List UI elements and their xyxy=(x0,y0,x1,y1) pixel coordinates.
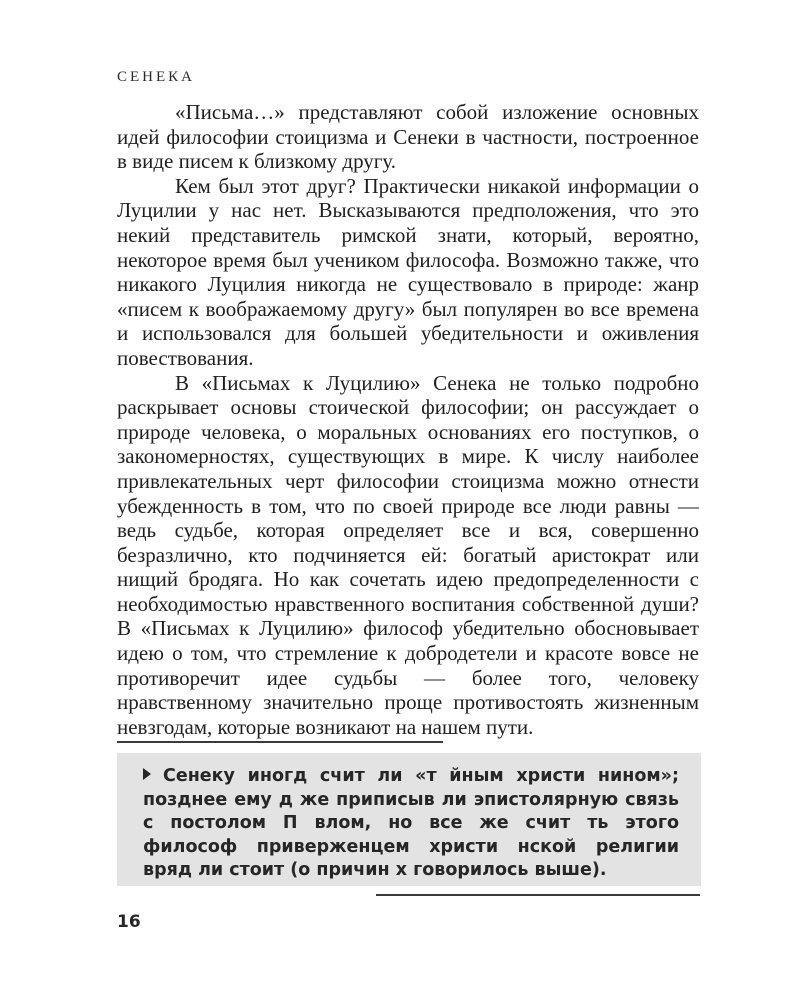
paragraph: «Письма…» представляют собой изложение основных идей философии стоицизма и Сенеки в частности, построенное в виде писем к близкому другу. xyxy=(117,100,699,174)
running-head: СЕНЕКА xyxy=(117,69,195,85)
sidebar-note-text xyxy=(143,765,679,883)
sidebar-note-body: Сенеку иногд счит ли «т йным христи нином»; позднее ему д же приписыв ли эпистолярную связь с постолом П влом, но все же счит ть этого философ приверженцем христи нской религии вряд ли стоит (о причин х говорилось выше). xyxy=(143,766,679,880)
triangle-right-icon xyxy=(143,768,151,780)
paragraph: В «Письмах к Луцилию» Сенека не только подробно раскрывает основы стоической философии; он рассуждает о природе человека, о моральных основаниях его поступков, о закономерностях, существующих в мире. К числу наиболее привлекательных черт философии стоицизма можно отнести убежденность в том, что по своей природе все люди равны — ведь судьбе, которая определяет все и вся, совершенно безразлично, кто подчиняется ей: богатый аристократ или нищий бродяга. Но как сочетать идею предопределенности с необходимостью нравственного воспитания собственной души? В «Письмах к Луцилию» философ убедительно обосновывает идею о том, что стремление к добродетели и красоте вовсе не противоречит идее судьбы — более того, человеку нравственному значительно проще противостоять жизненным невзгодам, которые возникают на нашем пути. xyxy=(117,370,699,739)
page-number: 16 xyxy=(117,912,141,932)
divider-rule xyxy=(117,741,443,743)
paragraph: Кем был этот друг? Практически никакой информации о Луцилии у нас нет. Высказываются предположения, что это некий представитель римской знати, который, вероятно, некоторое время был учеником философа. Возможно также, что никакого Луцилия никогда не существовало в природе: жанр «писем к воображаемому другу» был популярен во все времена и использовался для большей убедительности и оживления повествования. xyxy=(117,173,699,370)
divider-rule-bottom xyxy=(376,894,700,896)
sidebar-note xyxy=(117,753,701,886)
body-text xyxy=(117,100,699,739)
